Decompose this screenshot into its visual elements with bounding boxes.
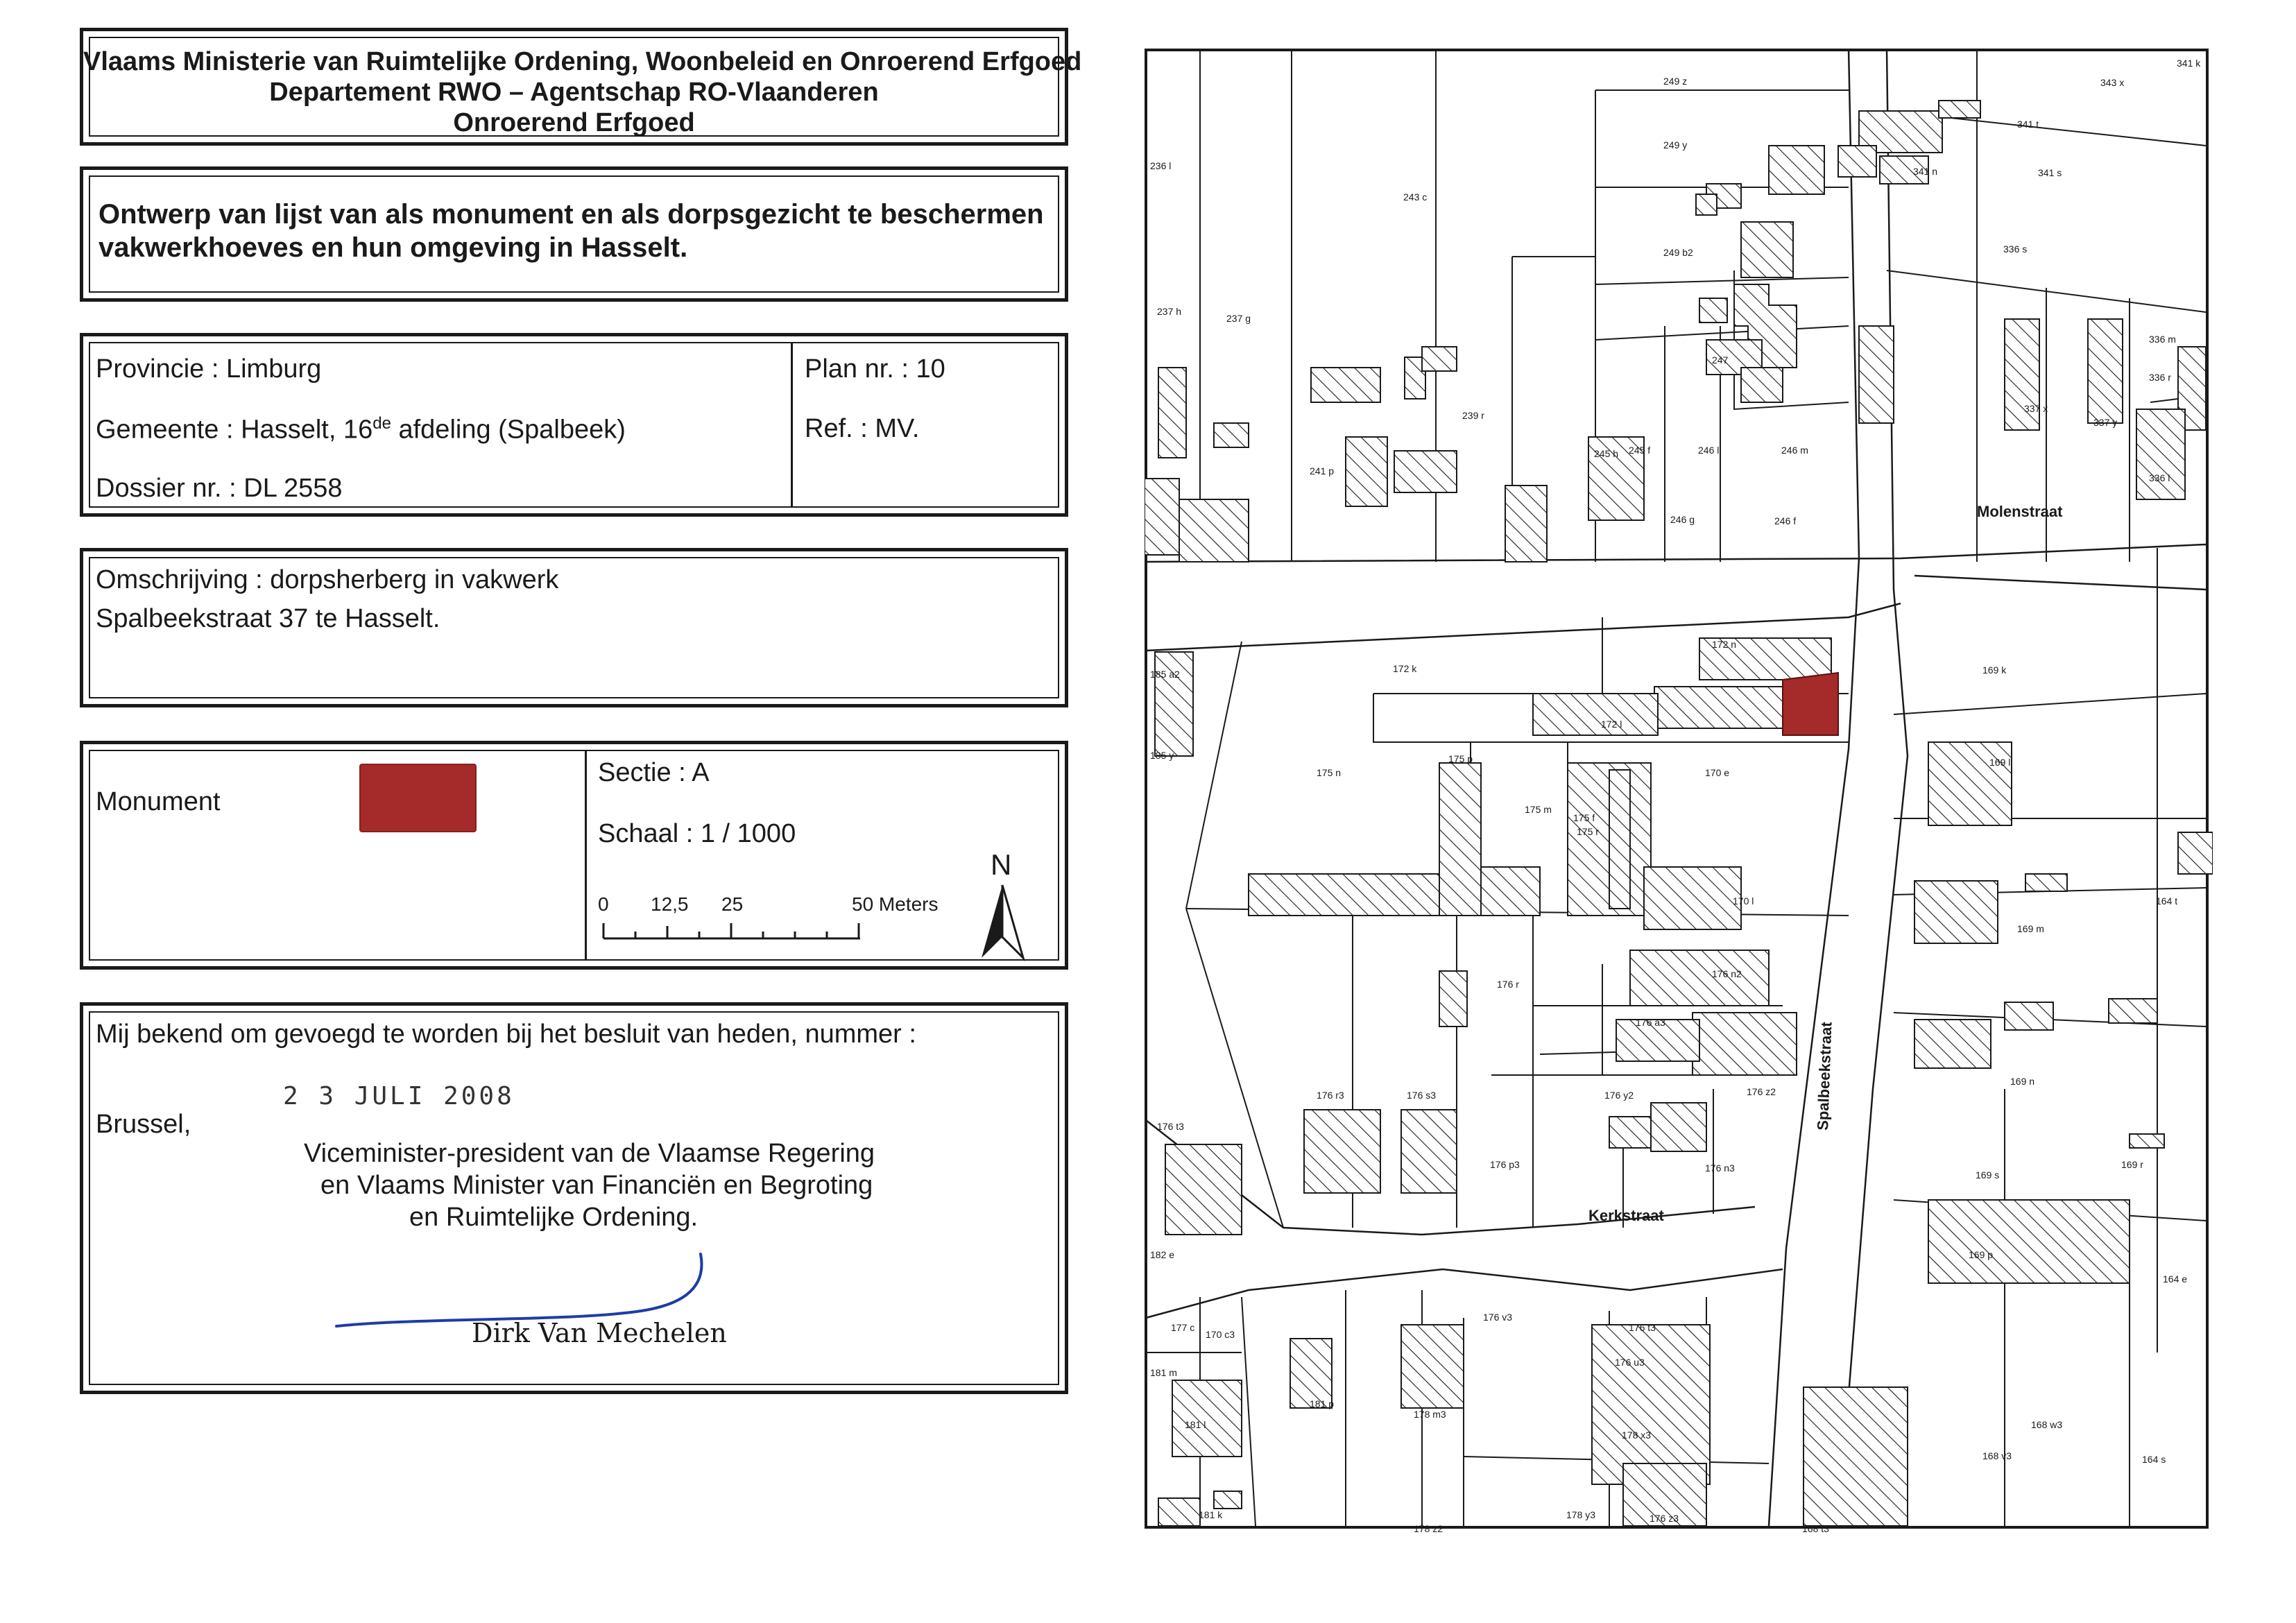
parcel-number-label: 168 v3 bbox=[1982, 1450, 2012, 1461]
parcel-number-label: 336 r bbox=[2149, 372, 2171, 383]
parcel-number-label: 175 f bbox=[1573, 812, 1595, 823]
parcel-number-label: 175 m bbox=[1525, 804, 1552, 815]
provincie: Provincie : Limburg bbox=[96, 354, 322, 384]
parcel-number-label: 176 r3 bbox=[1317, 1090, 1344, 1101]
legend-divider bbox=[585, 750, 587, 961]
parcel-number-label: 246 g bbox=[1670, 514, 1695, 525]
parcel-number-label: 182 e bbox=[1150, 1249, 1175, 1260]
parcel-number-label: 249 y bbox=[1663, 139, 1688, 151]
parcel-number-label: 175 n bbox=[1317, 767, 1342, 778]
parcel-number-label: 341 t bbox=[2017, 119, 2039, 130]
parcel-number-label: 176 t3 bbox=[1629, 1322, 1656, 1333]
parcel-number-label: 237 h bbox=[1157, 306, 1182, 317]
parcel-number-label: 168 t3 bbox=[1802, 1523, 1829, 1533]
parcel-number-label: 176 p3 bbox=[1490, 1159, 1520, 1170]
parcel-number-label: 336 s bbox=[2003, 243, 2028, 255]
cadastral-map bbox=[1145, 49, 2213, 1533]
parcel-number-label: 178 x3 bbox=[1622, 1429, 1652, 1441]
parcel-number-label: 241 p bbox=[1310, 465, 1335, 476]
parcel-number-label: 169 k bbox=[1982, 664, 2007, 676]
scale-label-50: 50 Meters bbox=[852, 893, 939, 915]
role-line-2: en Vlaams Minister van Financiën en Begroting bbox=[320, 1171, 873, 1200]
parcel-number-label: 176 v3 bbox=[1483, 1312, 1513, 1323]
parcel-number-label: 169 r bbox=[2121, 1159, 2143, 1170]
title-line-1: Ontwerp van lijst van als monument en als dorpsgezicht te beschermen bbox=[98, 199, 1044, 230]
monument-parcel-highlight bbox=[1783, 673, 1838, 735]
parcel-number-label: 175 p bbox=[1448, 753, 1473, 764]
parcel-number-label: 343 x bbox=[2100, 77, 2125, 88]
parcel-number-label: 237 g bbox=[1226, 313, 1251, 324]
parcel-number-label: 169 l bbox=[1989, 757, 2011, 768]
parcel-number-label: 336 m bbox=[2149, 334, 2176, 345]
parcel-number-label: 176 r bbox=[1497, 979, 1519, 990]
parcel-number-label: 181 l bbox=[1185, 1419, 1206, 1430]
parcel-number-label: 247 bbox=[1712, 354, 1729, 366]
scale-bar bbox=[597, 918, 888, 945]
street-label-spalbeekstraat: Spalbeekstraat bbox=[1814, 1021, 1835, 1131]
north-arrow-icon bbox=[978, 882, 1027, 965]
title-line-2: vakwerkhoeves en hun omgeving in Hasselt. bbox=[98, 232, 688, 263]
description-box bbox=[80, 548, 1068, 707]
gemeente-text-post: afdeling (Spalbeek) bbox=[391, 415, 626, 445]
parcel-number-label: 341 n bbox=[1913, 166, 1938, 177]
parcel-number-label: 170 e bbox=[1705, 767, 1730, 778]
parcel-number-label: 337 x bbox=[2024, 403, 2048, 414]
parcel-number-label: 178 m3 bbox=[1414, 1409, 1446, 1420]
info-box bbox=[80, 333, 1068, 517]
parcel-number-label: 337 y bbox=[2093, 417, 2118, 428]
ministry-name: Vlaams Ministerie van Ruimtelijke Ordening, Woonbeleid en Onroerend Erfgoed bbox=[83, 47, 1082, 76]
parcel-number-label: 168 w3 bbox=[2031, 1419, 2063, 1430]
sectie: Sectie : A bbox=[598, 758, 710, 787]
parcel-number-label: 169 s bbox=[1976, 1169, 2000, 1180]
monument-label: Monument bbox=[96, 787, 221, 816]
parcel-number-label: 176 z3 bbox=[1650, 1513, 1679, 1524]
parcel-number-label: 185 a2 bbox=[1150, 669, 1180, 680]
role-line-3: en Ruimtelijke Ordening. bbox=[409, 1203, 699, 1232]
monument-swatch bbox=[359, 764, 477, 832]
parcel-number-label: 172 k bbox=[1393, 663, 1417, 674]
schaal: Schaal : 1 / 1000 bbox=[598, 819, 796, 848]
parcel-number-label: 181 p bbox=[1310, 1398, 1335, 1409]
gemeente bbox=[96, 414, 626, 445]
north-label: N bbox=[991, 848, 1012, 881]
parcel-number-label: 172 n bbox=[1712, 639, 1737, 650]
parcel-number-label: 169 m bbox=[2017, 923, 2044, 934]
info-divider bbox=[791, 342, 793, 508]
scale-label-25: 25 bbox=[721, 893, 744, 915]
parcel-number-label: 336 l bbox=[2149, 472, 2170, 483]
parcel-number-label: 176 z2 bbox=[1747, 1086, 1776, 1097]
parcel-number-label: 246 m bbox=[1781, 445, 1808, 456]
parcel-number-label: 249 b2 bbox=[1663, 247, 1693, 258]
parcel-number-label: 176 t3 bbox=[1157, 1121, 1184, 1132]
parcel-number-label: 185 y bbox=[1150, 750, 1174, 761]
parcel-number-label: 176 y2 bbox=[1604, 1090, 1634, 1101]
parcel-number-label: 176 s3 bbox=[1407, 1090, 1437, 1101]
gemeente-text: Gemeente : Hasselt, 16 bbox=[96, 415, 373, 445]
agency-name: Onroerend Erfgoed bbox=[453, 108, 695, 137]
approval-box bbox=[80, 1002, 1068, 1394]
title-box bbox=[80, 166, 1068, 302]
signatory-name: Dirk Van Mechelen bbox=[472, 1318, 727, 1348]
legend-box bbox=[80, 741, 1068, 970]
parcel-number-label: 169 n bbox=[2010, 1076, 2035, 1087]
parcel-number-label: 176 u3 bbox=[1615, 1357, 1645, 1368]
parcel-number-label: 236 l bbox=[1150, 160, 1172, 171]
parcel-number-label: 176 n2 bbox=[1712, 968, 1742, 979]
dossier: Dossier nr. : DL 2558 bbox=[96, 474, 343, 503]
date-stamp: 2 3 JULI 2008 bbox=[283, 1082, 515, 1110]
plan-number: Plan nr. : 10 bbox=[805, 354, 945, 384]
description-line-1: Omschrijving : dorpsherberg in vakwerk bbox=[96, 565, 559, 594]
parcel-number-label: 245 h bbox=[1594, 448, 1619, 459]
parcel-number-label: 239 r bbox=[1462, 410, 1484, 421]
parcel-number-label: 169 p bbox=[1969, 1249, 1994, 1260]
street-label-kerkstraat: Kerkstraat bbox=[1588, 1207, 1664, 1224]
street-label-molenstraat: Molenstraat bbox=[1977, 503, 2063, 520]
scale-label-0: 0 bbox=[598, 893, 609, 915]
parcel-number-label: 243 c bbox=[1403, 191, 1428, 203]
parcel-number-label: 164 t bbox=[2156, 895, 2178, 907]
parcel-number-label: 170 l bbox=[1733, 895, 1754, 907]
parcel-number-label: 175 r bbox=[1577, 826, 1599, 837]
parcel-number-label: 249 z bbox=[1663, 76, 1688, 87]
parcel-number-label: 177 c bbox=[1171, 1322, 1195, 1333]
parcel-number-label: 341 k bbox=[2177, 58, 2201, 69]
parcel-number-label: 181 m bbox=[1150, 1367, 1177, 1378]
scale-label-12-5: 12,5 bbox=[651, 893, 689, 915]
approval-statement: Mij bekend om gevoegd te worden bij het besluit van heden, nummer : bbox=[96, 1020, 916, 1049]
parcel-number-label: 164 s bbox=[2142, 1454, 2166, 1465]
gemeente-sup: de bbox=[372, 414, 391, 433]
parcel-number-label: 246 f bbox=[1774, 515, 1797, 526]
parcel-number-label: 246 l bbox=[1698, 445, 1720, 456]
place: Brussel, bbox=[96, 1110, 191, 1139]
ministry-header-box bbox=[80, 28, 1082, 146]
parcel-number-label: 245 f bbox=[1629, 445, 1651, 456]
parcel-number-label: 176 a3 bbox=[1636, 1017, 1665, 1028]
parcel-number-label: 178 z2 bbox=[1414, 1523, 1443, 1533]
parcel-number-label: 164 e bbox=[2163, 1273, 2188, 1285]
parcel-number-label: 341 s bbox=[2038, 167, 2062, 178]
parcel-number-label: 176 n3 bbox=[1705, 1162, 1735, 1174]
parcel-number-label: 181 k bbox=[1199, 1509, 1223, 1520]
parcel-number-label: 172 l bbox=[1601, 719, 1622, 730]
role-line-1: Viceminister-president van de Vlaamse Regering bbox=[304, 1139, 875, 1168]
parcel-number-label: 178 y3 bbox=[1566, 1509, 1596, 1520]
description-line-2: Spalbeekstraat 37 te Hasselt. bbox=[96, 604, 440, 633]
map-frame bbox=[1146, 50, 2207, 1527]
parcel-number-label: 170 c3 bbox=[1206, 1329, 1235, 1340]
department-name: Departement RWO – Agentschap RO-Vlaanderen bbox=[269, 78, 879, 107]
reference: Ref. : MV. bbox=[805, 414, 920, 443]
